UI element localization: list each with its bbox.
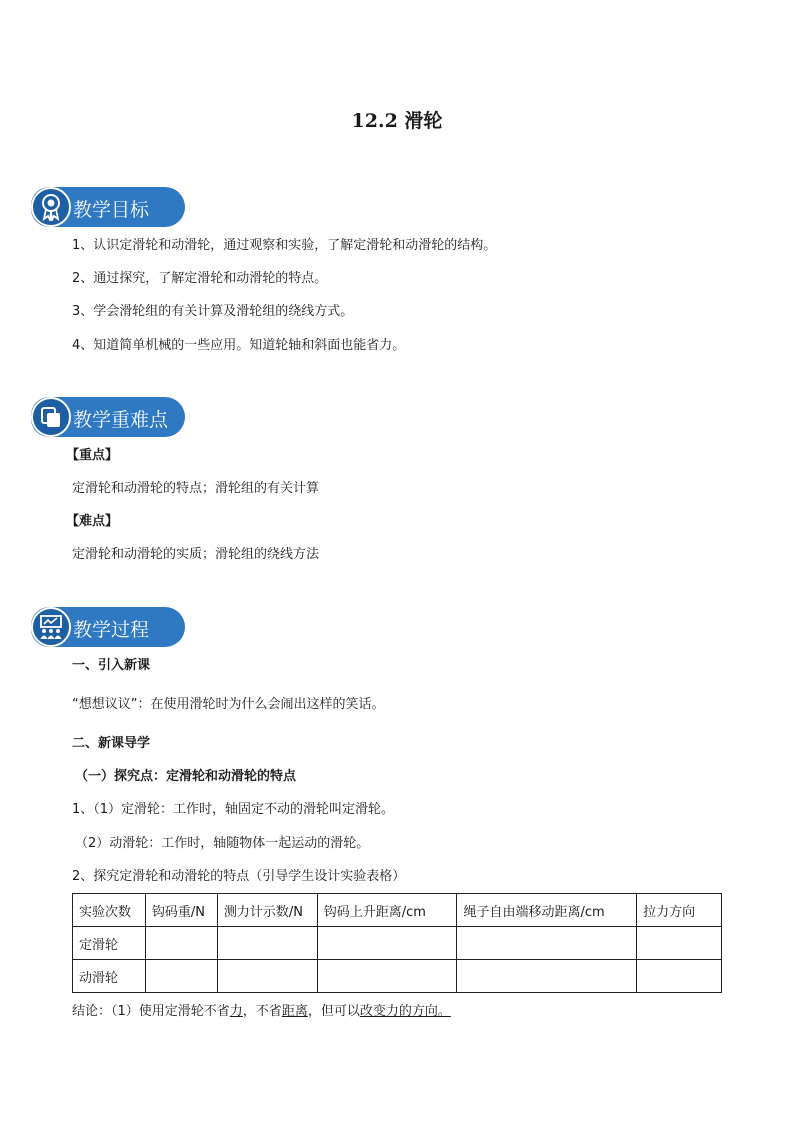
presentation-icon <box>31 607 71 647</box>
movable-pulley-def: （2）动滑轮：工作时，轴随物体一起运动的滑轮。 <box>75 836 370 851</box>
conclusion-blank: 力 <box>229 1004 243 1019</box>
table-header-cell: 拉力方向 <box>637 894 722 927</box>
sub1-title: （一）探究点：定滑轮和动滑轮的特点 <box>75 769 297 784</box>
section-heading: 教学过程 <box>73 619 150 641</box>
conclusion-text: ，但可以 <box>307 1004 360 1019</box>
table-header-cell: 实验次数 <box>73 894 146 927</box>
difficult-text: 定滑轮和动滑轮的实质；滑轮组的绕线方法 <box>72 547 320 562</box>
table-header-row <box>73 894 722 927</box>
conclusion-prefix: 结论：（1）使用定滑轮不省 <box>72 1004 230 1019</box>
key-label: 【重点】 <box>66 448 119 463</box>
table-cell <box>317 960 457 993</box>
section-heading: 教学目标 <box>73 199 150 221</box>
table-row <box>73 960 722 993</box>
table-cell <box>145 960 217 993</box>
table-cell <box>457 960 637 993</box>
page-title: 12.2 滑轮 <box>351 110 443 132</box>
table-cell <box>317 927 457 960</box>
difficult-label: 【难点】 <box>66 514 119 529</box>
table-row <box>73 927 722 960</box>
table-header-cell: 钩码重/N <box>145 894 217 927</box>
conclusion-blank: 距离 <box>281 1004 308 1019</box>
conclusion <box>72 1003 451 1021</box>
conclusion-blank: 改变力的方向。 <box>359 1004 451 1019</box>
key-text: 定滑轮和动滑轮的特点；滑轮组的有关计算 <box>72 481 320 496</box>
table-cell <box>457 927 637 960</box>
table-cell <box>145 927 217 960</box>
table-cell: 定滑轮 <box>73 927 146 960</box>
goal-item: 3、学会滑轮组的有关计算及滑轮组的绕线方式。 <box>72 304 354 319</box>
section-banner-goals <box>31 187 185 227</box>
table-cell <box>637 960 722 993</box>
table-cell <box>637 927 722 960</box>
table-header-cell: 绳子自由端移动距离/cm <box>457 894 637 927</box>
experiment-table <box>72 893 722 993</box>
part1-title: 一、引入新课 <box>72 658 151 673</box>
experiment-intro: 2、探究定滑轮和动滑轮的特点（引导学生设计实验表格） <box>72 869 406 884</box>
section-heading: 教学重难点 <box>73 409 169 431</box>
goal-item: 2、通过探究，了解定滑轮和动滑轮的特点。 <box>72 271 328 286</box>
part2-title: 二、新课导学 <box>72 736 151 751</box>
section-banner-process <box>31 607 185 647</box>
conclusion-text: ，不省 <box>242 1004 282 1019</box>
table-cell <box>217 927 317 960</box>
table-cell <box>217 960 317 993</box>
copy-icon <box>31 397 71 437</box>
table-header-cell: 测力计示数/N <box>217 894 317 927</box>
award-icon <box>31 187 71 227</box>
fixed-pulley-def: 1、（1）定滑轮：工作时，轴固定不动的滑轮叫定滑轮。 <box>72 802 395 817</box>
table-header-cell: 钩码上升距离/cm <box>317 894 457 927</box>
section-banner-key-points <box>31 397 185 437</box>
goal-item: 4、知道简单机械的一些应用。知道轮轴和斜面也能省力。 <box>72 338 406 353</box>
goal-item: 1、认识定滑轮和动滑轮，通过观察和实验，了解定滑轮和动滑轮的结构。 <box>72 238 497 253</box>
table-cell: 动滑轮 <box>73 960 146 993</box>
part1-text: “想想议议”：在使用滑轮时为什么会闹出这样的笑话。 <box>72 697 385 712</box>
